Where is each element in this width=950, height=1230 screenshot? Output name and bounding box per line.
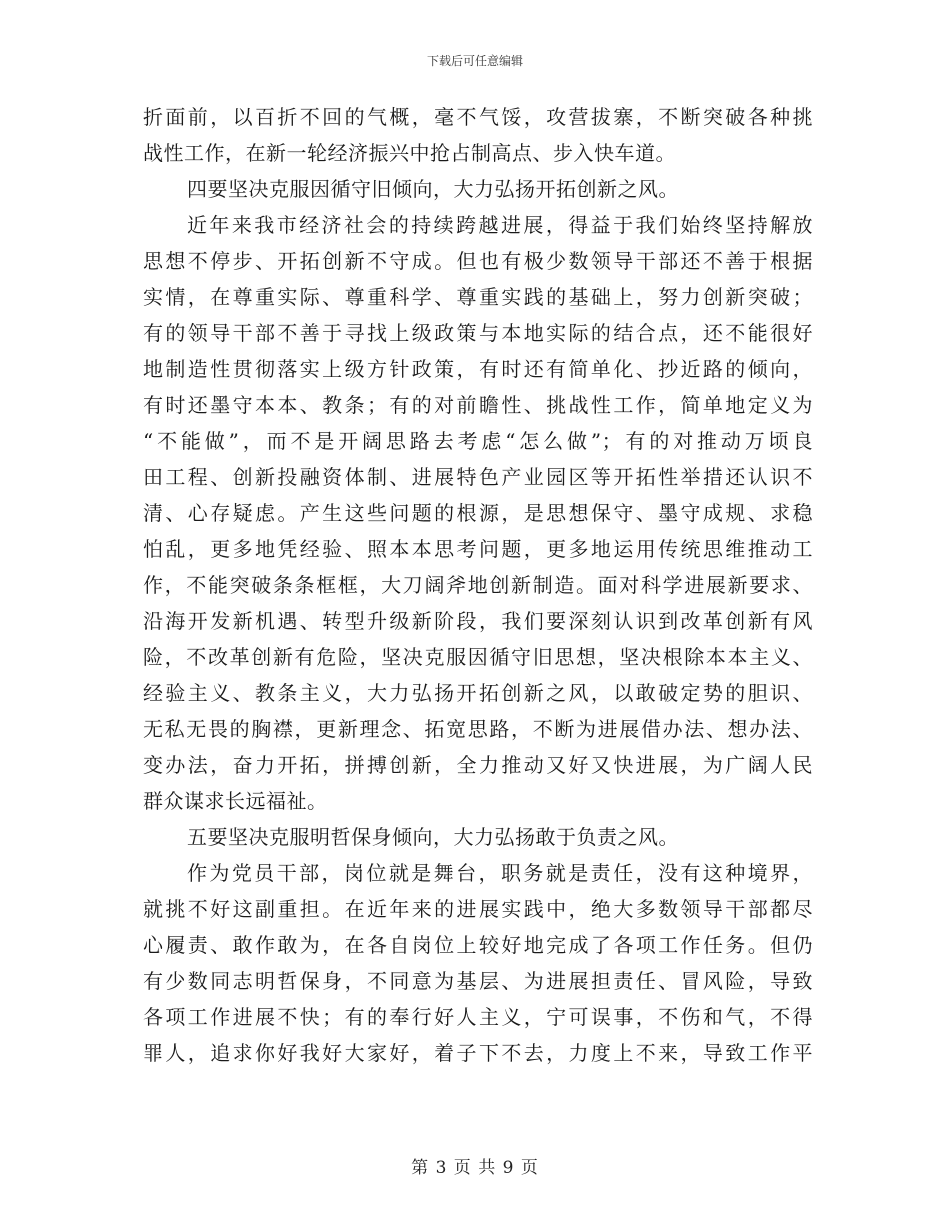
text-line: 有时还墨守本本、教条；有的对前瞻性、挑战性工作，简单地定义为 (143, 393, 813, 417)
text-line: 群众谋求长远福祉。 (143, 789, 328, 813)
text-line: 变办法，奋力开拓，拼搏创新，全力推动又好又快进展，为广阔人民 (143, 753, 813, 777)
text-line: 心履责、敢作敢为，在各自岗位上较好地完成了各项工作任务。但仍 (143, 933, 813, 957)
text-line: “不能做”，而不是开阔思路去考虑“怎么做”；有的对推动万顷良 (143, 429, 813, 453)
text-line: 罪人，追求你好我好大家好，着子下不去，力度上不来，导致工作平 (143, 1041, 813, 1065)
section-heading: 五要坚决克服明哲保身倾向，大力弘扬敢于负责之风。 (187, 825, 679, 849)
text-line: 作为党员干部，岗位就是舞台，职务就是责任，没有这种境界， (187, 861, 813, 885)
text-line: 清、心存疑虑。产生这些问题的根源，是思想保守、墨守成规、求稳 (143, 501, 813, 525)
text-line: 经验主义、教条主义，大力弘扬开拓创新之风，以敢破定势的胆识、 (143, 681, 813, 705)
text-line: 沿海开发新机遇、转型升级新阶段，我们要深刻认识到改革创新有风 (143, 609, 813, 633)
text-line: 怕乱，更多地凭经验、照本本思考问题，更多地运用传统思维推动工 (143, 537, 813, 561)
document-body (143, 99, 813, 1071)
page-number: 第 3 页 共 9 页 (411, 1158, 539, 1178)
text-line: 思想不停步、开拓创新不守成。但也有极少数领导干部还不善于根据 (143, 249, 813, 273)
text-line: 实情，在尊重实际、尊重科学、尊重实践的基础上，努力创新突破； (143, 285, 813, 309)
text-line: 就挑不好这副重担。在近年来的进展实践中，绝大多数领导干部都尽 (143, 897, 813, 921)
text-line: 折面前，以百折不回的气概，毫不气馁，攻营拔寨，不断突破各种挑 (143, 105, 813, 129)
text-line: 地制造性贯彻落实上级方针政策，有时还有简单化、抄近路的倾向， (143, 357, 813, 381)
section-heading: 四要坚决克服因循守旧倾向，大力弘扬开拓创新之风。 (187, 177, 679, 201)
text-line: 有的领导干部不善于寻找上级政策与本地实际的结合点，还不能很好 (143, 321, 813, 345)
page-header: 下载后可任意编辑 (426, 54, 523, 68)
text-line: 田工程、创新投融资体制、进展特色产业园区等开拓性举措还认识不 (143, 465, 813, 489)
text-line: 有少数同志明哲保身，不同意为基层、为进展担责任、冒风险，导致 (143, 969, 813, 993)
text-line: 作，不能突破条条框框，大刀阔斧地创新制造。面对科学进展新要求、 (143, 573, 813, 597)
text-line: 无私无畏的胸襟，更新理念、拓宽思路，不断为进展借办法、想办法、 (143, 717, 813, 741)
text-line: 险，不改革创新有危险，坚决克服因循守旧思想，坚决根除本本主义、 (143, 645, 813, 669)
text-line: 战性工作，在新一轮经济振兴中抢占制高点、步入快车道。 (143, 141, 676, 165)
text-line: 各项工作进展不快；有的奉行好人主义，宁可误事，不伤和气，不得 (143, 1005, 813, 1029)
text-line: 近年来我市经济社会的持续跨越进展，得益于我们始终坚持解放 (187, 213, 813, 237)
